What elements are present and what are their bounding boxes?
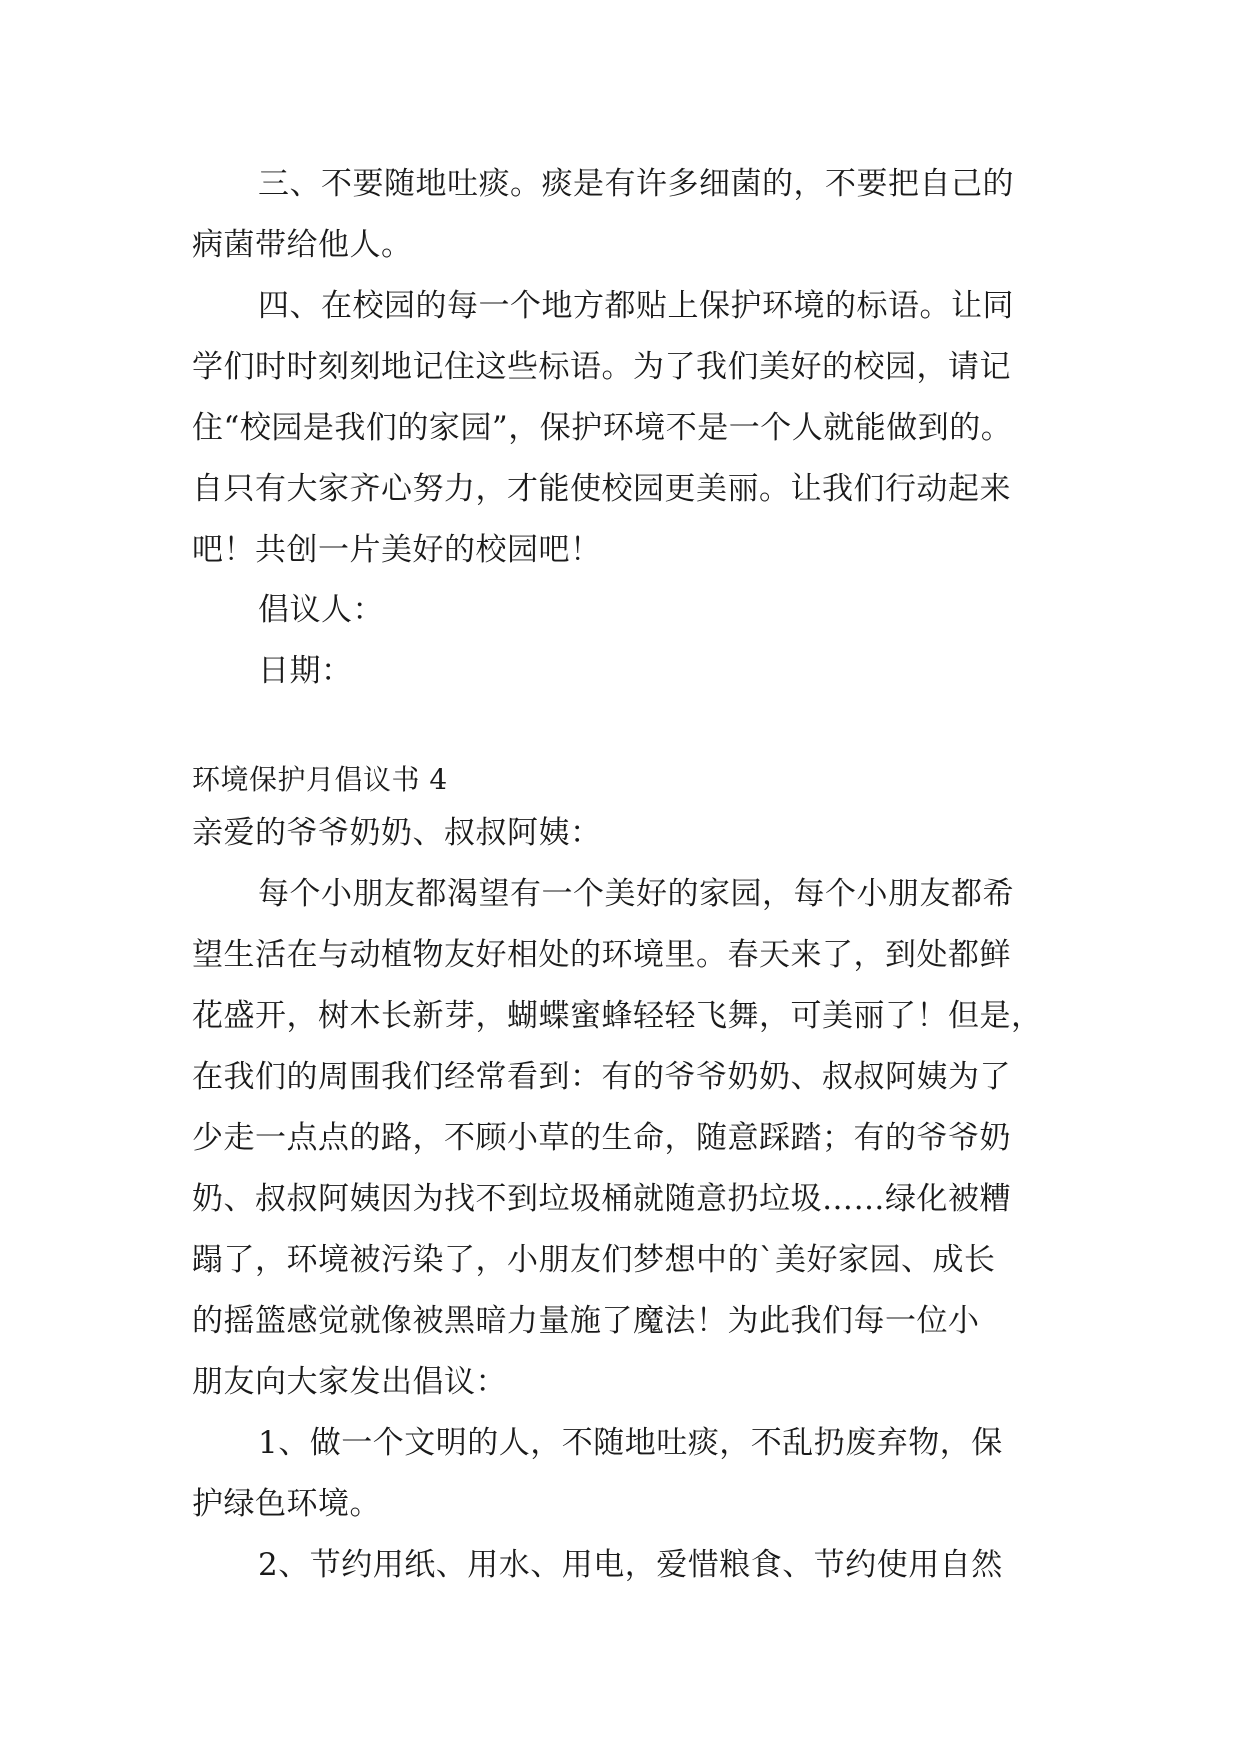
proposal-1-line-2: 护绿色环境。: [192, 1486, 381, 1522]
paragraph-4-line-2: 学们时时刻刻地记住这些标语。为了我们美好的校园，请记: [192, 349, 1011, 385]
body-paragraph-line-6: 奶、叔叔阿姨因为找不到垃圾桶就随意扔垃圾……绿化被糟: [192, 1181, 1011, 1217]
paragraph-4-line-4: 自只有大家齐心努力，才能使校园更美丽。让我们行动起来: [192, 471, 1011, 507]
body-paragraph-line-7: 蹋了，环境被污染了，小朋友们梦想中的`美好家园、成长: [192, 1242, 996, 1278]
date-label: 日期：: [258, 653, 353, 689]
body-paragraph-line-3: 花盛开，树木长新芽，蝴蝶蜜蜂轻轻飞舞，可美丽了！但是，: [192, 998, 1043, 1034]
body-paragraph-line-5: 少走一点点的路，不顾小草的生命，随意踩踏；有的爷爷奶: [192, 1120, 1011, 1156]
proposal-2-line-1: 2、节约用纸、用水、用电，爱惜粮食、节约使用自然: [258, 1547, 1003, 1583]
paragraph-3-line-1: 三、不要随地吐痰。痰是有许多细菌的，不要把自己的: [258, 166, 1014, 202]
body-paragraph-line-9: 朋友向大家发出倡议：: [192, 1364, 507, 1400]
body-paragraph-line-2: 望生活在与动植物友好相处的环境里。春天来了，到处都鲜: [192, 937, 1011, 973]
paragraph-4-line-5: 吧！共创一片美好的校园吧！: [192, 532, 602, 568]
initiator-label: 倡议人：: [258, 592, 384, 628]
paragraph-4-line-3: 住“校园是我们的家园”，保护环境不是一个人就能做到的。: [192, 410, 1013, 446]
body-paragraph-line-8: 的摇篮感觉就像被黑暗力量施了魔法！为此我们每一位小: [192, 1303, 980, 1339]
paragraph-4-line-1: 四、在校园的每一个地方都贴上保护环境的标语。让同: [258, 288, 1014, 324]
proposal-1-line-1: 1、做一个文明的人，不随地吐痰，不乱扔废弃物，保: [258, 1425, 1003, 1461]
body-paragraph-line-4: 在我们的周围我们经常看到：有的爷爷奶奶、叔叔阿姨为了: [192, 1059, 1011, 1095]
paragraph-3-line-2: 病菌带给他人。: [192, 227, 413, 263]
body-paragraph-line-1: 每个小朋友都渴望有一个美好的家园，每个小朋友都希: [258, 876, 1014, 912]
section-title: 环境保护月倡议书 4: [192, 763, 448, 796]
salutation: 亲爱的爷爷奶奶、叔叔阿姨：: [192, 815, 602, 851]
